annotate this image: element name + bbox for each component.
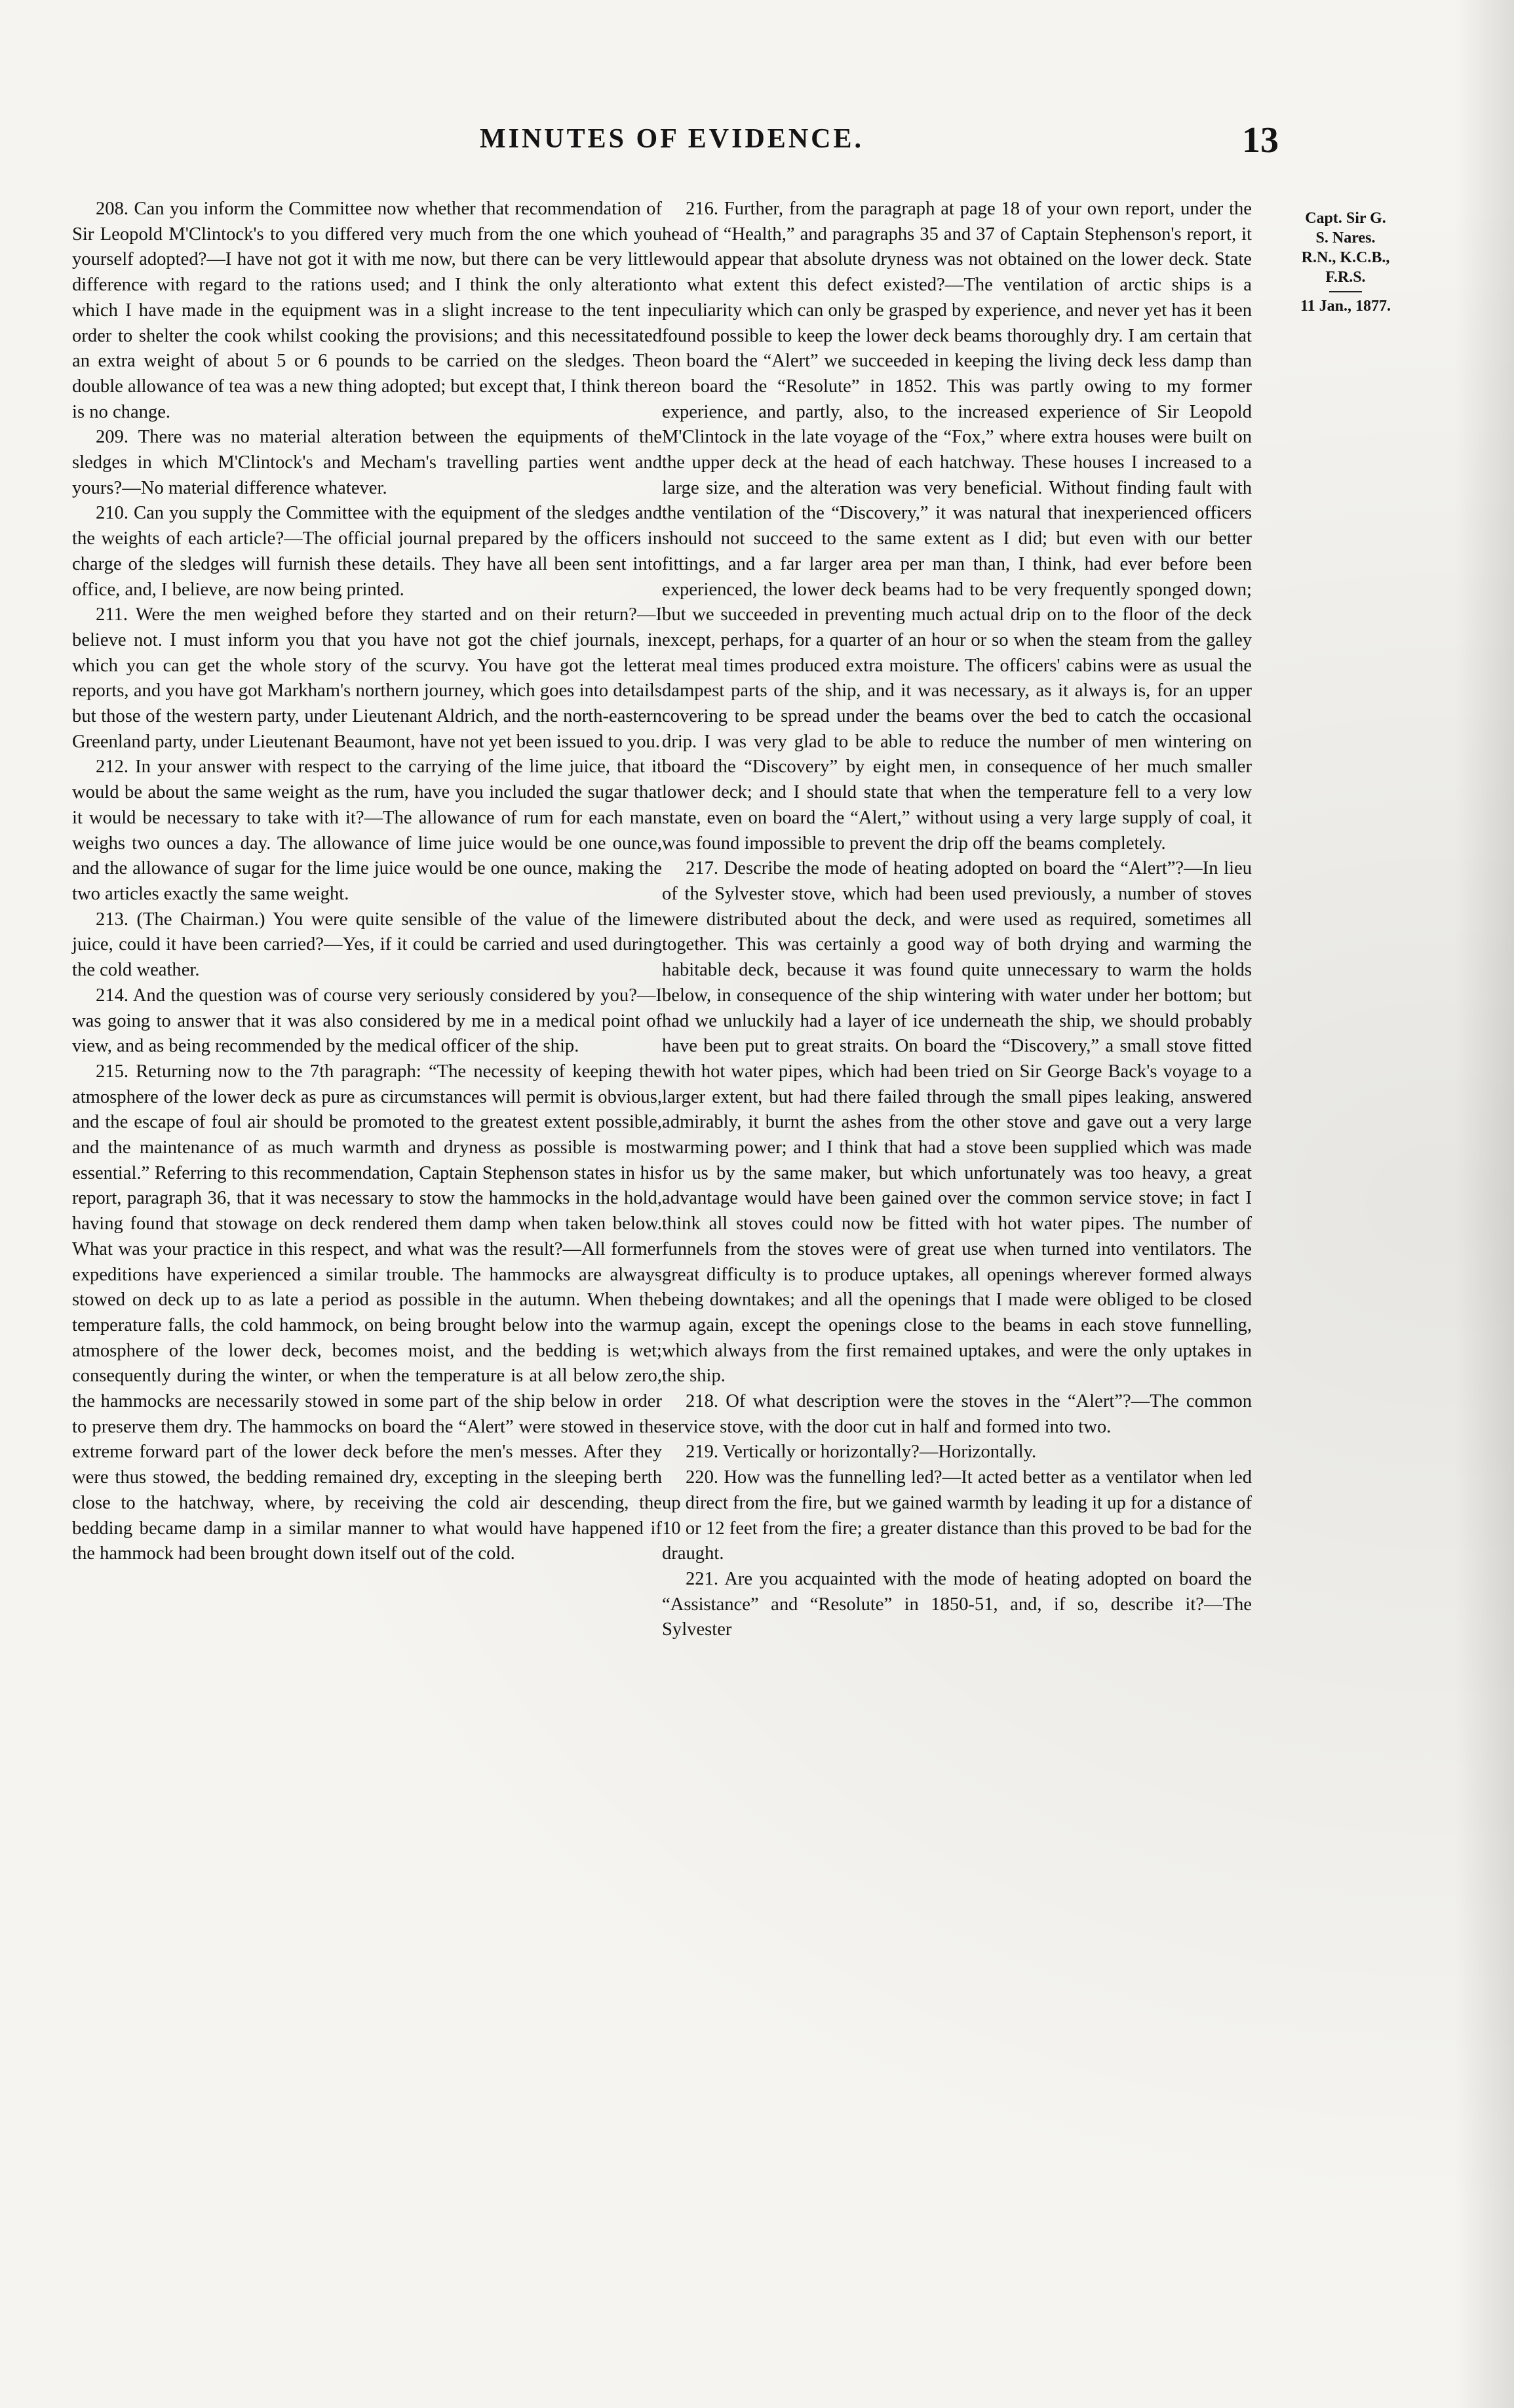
running-head: MINUTES OF EVIDENCE.	[479, 124, 864, 154]
witness-sidenote	[1277, 208, 1414, 316]
paragraph: 214. And the question was of course very seriously considered by you?—I was going to answer that it was also considered by me in a medical point of view, and as being recommended by the medical officer of the ship.	[72, 985, 662, 1057]
paragraph: 218. Of what description were the stoves in the “Alert”?—The common service stove, with the door cut in half and formed into two.	[662, 1391, 1252, 1437]
page-number: 13	[1242, 120, 1279, 161]
evidence-date: 11 Jan., 1877.	[1300, 298, 1391, 315]
paragraph: 211. Were the men weighed before they started and on their return?—I believe not. I must inform you that you have not got the chief journals, in which you can get the whole story of the scurvy. You have got the letter reports, and you have got Markham's northern journey, which goes into details but those of the western party, under Lieutenant Aldrich, and the north-eastern Greenland party, under Lieutenant Beaumont, have not yet been issued to you.	[72, 604, 662, 752]
right-column	[662, 197, 1252, 1643]
witness-name-line: Capt. Sir G.	[1305, 210, 1386, 227]
sidenote-divider	[1329, 291, 1362, 292]
page-header	[0, 120, 1514, 169]
paragraph: 208. Can you inform the Committee now whether that recommendation of Sir Leopold M'Clintock's to you differed very much from the one which you yourself adopted?—I have not got it with me now, but there can be very little difference with regard to the rations used; and I think the only alteration which I have made in the equipment was in a slight increase to the tent in order to shelter the cook whilst cooking the provisions; and this necessitated an extra weight of about 5 or 6 pounds to be carried on the sledges. The double allowance of tea was a new thing adopted; but except that, I think there is no change.	[72, 199, 662, 422]
paragraph: 215. Returning now to the 7th paragraph: “The necessity of keeping the atmosphere of the lower deck as pure as circumstances will permit is obvious, and the escape of foul air should be promoted to the greatest extent possible, and the maintenance of as much warmth and dryness as possible is most essential.” Referring to this recommendation, Captain Stephenson states in his report, paragraph 36, that it was necessary to stow the hammocks in the hold, having found that stowage on deck rendered them damp when taken below. What was your practice in this respect, and what was the result?—All former expeditions have experienced a similar trouble. The hammocks are always stowed on deck up to as late a period as possible in the autumn. When the temperature falls, the cold hammock, on being brought below into the warm atmosphere of the lower deck, becomes moist, and the bedding is wet; consequently during the winter, or when the temperature is at all below zero, the hammocks are necessarily stowed in some part of the ship below in order to preserve them dry. The hammocks on board the “Alert” were stowed in the extreme forward part of the lower deck before the men's messes. After they were thus stowed, the bedding remained dry, excepting in the sleeping berth close to the hatchway, where, by receiving the cold air descending, the bedding became damp in a similar manner to what would have happened if the hammock had been brought down itself out of the cold.	[72, 1061, 662, 1564]
left-column	[72, 197, 662, 1567]
paragraph: 210. Can you supply the Committee with the equipment of the sledges and the weights of each article?—The official journal prepared by the officers in charge of the sledges will furnish these details. They have all been sent into office, and, I believe, are now being printed.	[72, 503, 662, 600]
paragraph: 217. Describe the mode of heating adopted on board the “Alert”?—In lieu of the Sylvester stove, which had been used previously, a number of stoves were distributed about the deck, and were used as required, sometimes all together. This was certainly a good way of both drying and warming the habitable deck, because it was found quite unnecessary to warm the holds below, in consequence of the ship wintering with water under her bottom; but had we unluckily had a layer of ice underneath the ship, we should probably have been put to great straits. On board the “Discovery,” a small stove fitted with hot water pipes, which had been tried on Sir George Back's voyage to a larger extent, but had there failed through the small pipes leaking, answered admirably, it burnt the ashes from the other stove and gave out a very large warming power; and I think that had a stove been supplied which was made for us by the same maker, but which unfortunately was too heavy, a great advantage would have been gained over the common service stove; in fact I think all stoves could now be fitted with hot water pipes. The number of funnels from the stoves were of great use when turned into ventilators. The great difficulty is to produce uptakes, all openings wherever formed always being downtakes; and all the openings that I made were obliged to be closed up again, except the openings close to the beams in each stove funnelling, which always from the first remained uptakes, and were the only uptakes in the ship.	[662, 858, 1252, 1387]
witness-name-line: F.R.S.	[1325, 269, 1366, 286]
witness-name-line: S. Nares.	[1315, 229, 1376, 247]
paragraph: 221. Are you acquainted with the mode of heating adopted on board the “Assistance” and “Resolute” in 1850-51, and, if so, describe it?—The Sylvester	[662, 1568, 1252, 1640]
witness-name-line: R.N., K.C.B.,	[1301, 249, 1390, 266]
page-edge-shadow	[1455, 0, 1514, 2408]
paragraph: 209. There was no material alteration between the equipments of the sledges in which M'Clintock's and Mecham's travelling parties went and yours?—No material difference whatever.	[72, 427, 662, 498]
paragraph: 213. (The Chairman.) You were quite sensible of the value of the lime juice, could it have been carried?—Yes, if it could be carried and used during the cold weather.	[72, 909, 662, 981]
paragraph: 216. Further, from the paragraph at page 18 of your own report, under the head of “Health,” and paragraphs 35 and 37 of Captain Stephenson's report, it would appear that absolute dryness was not obtained on the lower deck. State to what extent this defect existed?—The ventilation of arctic ships is a peculiarity which can only be grasped by experience, and never yet has it been found possible to keep the lower deck beams thoroughly dry. I am certain that on board the “Alert” we succeeded in keeping the living deck less damp than on board the “Resolute” in 1852. This was partly owing to my former experience, and partly, also, to the increased experience of Sir Leopold M'Clintock in the late voyage of the “Fox,” where extra houses were built on the upper deck at the head of each hatchway. These houses I increased to a large size, and the alteration was very beneficial. Without finding fault with the ventilation of the “Discovery,” it was natural that inexperienced officers should not succeed to the same extent as I did; but even with our better fittings, and a far larger area per man than, I think, had ever before been experienced, the lower deck beams had to be very frequently sponged down; but we succeeded in preventing much actual drip on to the floor of the deck except, perhaps, for a quarter of an hour or so when the steam from the galley at meal times produced extra moisture. The officers' cabins were as usual the dampest parts of the ship, and it was necessary, as it always is, for an upper covering to be spread under the beams over the bed to catch the occasional drip. I was very glad to be able to reduce the number of men wintering on board the “Discovery” by eight men, in consequence of her much smaller lower deck; and I should state that when the temperature fell to a very low state, even on board the “Alert,” without using a very large supply of coal, it was found impossible to prevent the drip off the beams completely.	[662, 199, 1252, 854]
paragraph: 219. Vertically or horizontally?—Horizontally.	[686, 1442, 1037, 1463]
paragraph: 220. How was the funnelling led?—It acted better as a ventilator when led up direct from the fire, but we gained warmth by leading it up for a distance of 10 or 12 feet from the fire; a greater distance than this proved to be bad for the draught.	[662, 1467, 1252, 1564]
paragraph: 212. In your answer with respect to the carrying of the lime juice, that it would be about the same weight as the rum, have you included the sugar that it would be necessary to take with it?—The allowance of rum for each man weighs two ounces a day. The allowance of lime juice would be one ounce, and the allowance of sugar for the lime juice would be one ounce, making the two articles exactly the same weight.	[72, 757, 662, 904]
